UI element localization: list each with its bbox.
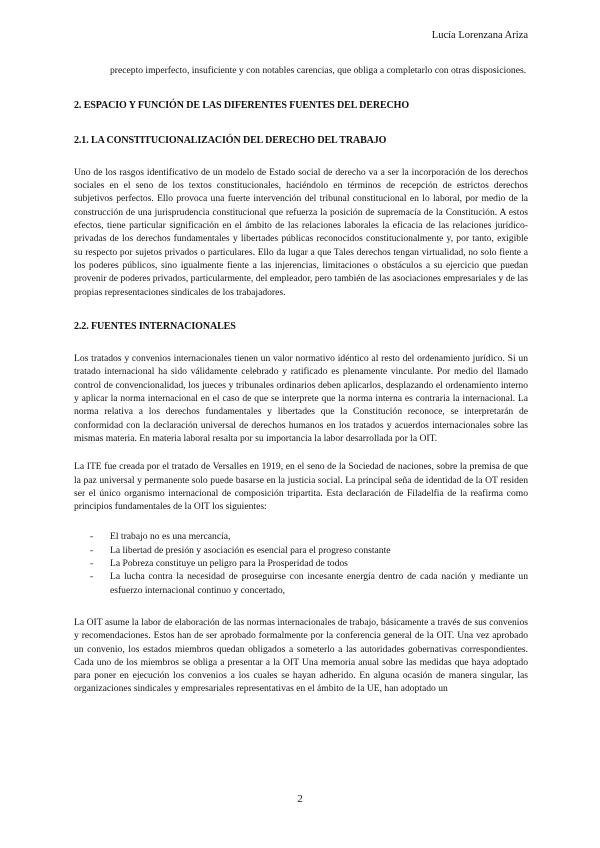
paragraph-constitucionalizacion: Uno de los rasgos identificativo de un modelo de Estado social de derecho va a ser la incorporación de los derechos sociales en el seno de los textos constitucionales, haciéndolo en términos de recepción de estrictos derechos subjetivos perfectos. Ello provoca una fuerte intervención del tribunal constitucional en lo laboral, por medio de la construcción de una jurisprudencia constitucional que refuerza la posición de supremacía de la Constitución. A estos efectos, tiene particular significación en el ámbito de las relaciones laborales la eficacia de las relaciones jurídico-privadas de los derechos fundamentales y libertades públicas reconocidos constitucionalmente y, por tanto, exigible su respecto por sujetos privados o particulares. Ello da lugar a que Tales derechos tengan virtualidad, no solo fiente a los poderes públicos, sino igualmente fiente a las injerencias, limitaciones o obstáculos a su ejercicio que puedan provenir de poderes privados, particularmente, del empleador, pero también de las asociaciones empresariales y de las propias representaciones sindicales de los trabajadores. xyxy=(74,166,528,298)
section-heading-2-2: 2.2. FUENTES INTERNACIONALES xyxy=(74,320,236,332)
dash-bullet: - xyxy=(90,531,94,543)
dash-bullet: - xyxy=(90,544,94,556)
section-heading-2: 2. ESPACIO Y FUNCIÓN DE LAS DIFERENTES FUENTES DEL DERECHO xyxy=(74,100,410,112)
list-item xyxy=(74,570,528,597)
list-item xyxy=(74,544,528,557)
page-number: 2 xyxy=(297,793,303,805)
paragraph-oit-creacion: La ITE fue creada por el tratado de Versalles en 1919, en el seno de la Sociedad de naciones, sobre la premisa de que la paz universal y permanente solo puede basarse en la justicia social. La principal seña de identidad de la OT residen ser el único organismo internacional de composición tripartita. Esta declaración de Filadelfia de la reafirma como principios fundamentales de la OIT los siguientes: xyxy=(74,461,528,513)
list-item-text: La lucha contra la necesidad de proseguirse con incesante energía dentro de cada nación y mediante un esfuerzo internacional continuo y concertado, xyxy=(110,571,528,596)
section-heading-2-1: 2.1. LA CONSTITUCIONALIZACIÓN DEL DERECHO DEL TRABAJO xyxy=(74,134,387,146)
continuation-paragraph: precepto imperfecto, insuficiente y con notables carencias, que obliga a completarlo con otras disposiciones. xyxy=(110,65,527,76)
list-item-text: El trabajo no es una mercancía, xyxy=(110,531,231,543)
paragraph-oit-normas: La OIT asume la labor de elaboración de las normas internacionales de trabajo, básicamente a través de sus convenios y recomendaciones. Estos han de ser aprobado formalmente por la conferencia general de la OIT. Una vez aprobado un convenio, los estados miembros quedan obligados a someterlo a las autoridades gobernativas correspondientes. Cada uno de los miembros se obliga a presentar a la OIT Una memoria anual sobre las medidas que haya adoptado para poner en ejecución los convenios a los cuales se hayan adherido. En alguna ocasión de manera singular, las organizaciones sindicales y empresariales representativas en el ámbito de la UE, han adoptado un xyxy=(74,616,528,695)
list-item xyxy=(74,530,528,543)
list-item-text: La Pobreza constituye un peligro para la Prosperidad de todos xyxy=(110,558,348,570)
page-content xyxy=(74,64,528,696)
list-item xyxy=(74,557,528,570)
principles-list xyxy=(74,530,528,596)
paragraph-tratados: Los tratados y convenios internacionales tienen un valor normativo idéntico al resto del ordenamiento jurídico. Si un tratado internacional ha sido válidamente celebrado y ratificado es plenamente vinculante. Por medio del llamado control de convencionalidad, los jueces y tribunales ordinarios deben aplicarlos, desplazando el ordenamiento interno y aplicar la norma internacional en el caso de que se interprete que la norma interna es contraria la internacional. La norma relativa a los derechos fundamentales y libertades que la Constitución reconoce, se interpretarán de conformidad con la declaración universal de derechos humanos en los tratados y acuerdos internacionales sobre las mismas materia. En materia laboral resalta por su importancia la labor desarrollada por la OIT. xyxy=(74,353,528,444)
list-item-text: La libertad de presión y asociación es esencial para el progreso constante xyxy=(110,544,391,556)
header-author: Lucía Lorenzana Ariza xyxy=(431,30,528,41)
dash-bullet: - xyxy=(90,558,94,570)
dash-bullet: - xyxy=(90,571,94,583)
